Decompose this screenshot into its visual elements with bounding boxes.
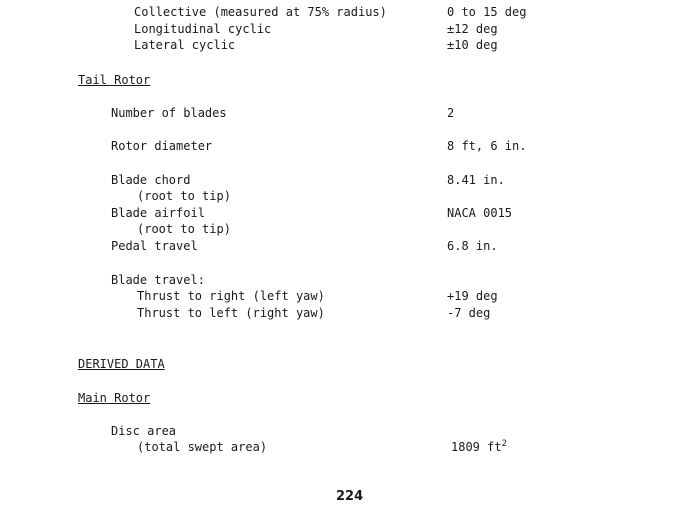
blade-airfoil-value: NACA 0015 [447, 206, 513, 220]
blade-airfoil-label: Blade airfoil [111, 206, 205, 220]
longitudinal-cyclic-label: Longitudinal cyclic [134, 22, 272, 36]
page-number: 224 [336, 489, 364, 504]
lateral-cyclic-value: ±10 deg [447, 38, 498, 52]
lateral-cyclic-label: Lateral cyclic [134, 38, 236, 52]
disc-area-value [451, 440, 507, 456]
disc-area-exponent: 2 [501, 439, 507, 449]
thrust-right-value: +19 deg [447, 289, 498, 303]
collective-value: 0 to 15 deg [447, 5, 527, 19]
pedal-travel-value: 6.8 in. [447, 239, 498, 253]
tail-rotor-heading: Tail Rotor [78, 73, 151, 87]
blade-chord-value: 8.41 in. [447, 173, 505, 187]
blade-chord-sub: (root to tip) [137, 189, 231, 203]
thrust-right-label: Thrust to right (left yaw) [137, 289, 325, 303]
number-of-blades-value: 2 [447, 106, 455, 120]
rotor-diameter-label: Rotor diameter [111, 139, 213, 153]
pedal-travel-label: Pedal travel [111, 239, 198, 253]
number-of-blades-label: Number of blades [111, 106, 227, 120]
disc-area-label: Disc area [111, 424, 177, 438]
main-rotor-heading: Main Rotor [78, 391, 151, 405]
derived-data-heading: DERIVED DATA [78, 357, 165, 371]
disc-area-number: 1809 ft [451, 440, 502, 454]
rotor-diameter-value: 8 ft, 6 in. [447, 139, 527, 153]
collective-label: Collective (measured at 75% radius) [134, 5, 387, 19]
longitudinal-cyclic-value: ±12 deg [447, 22, 498, 36]
blade-airfoil-sub: (root to tip) [137, 222, 231, 236]
blade-travel-label: Blade travel: [111, 273, 205, 287]
thrust-left-label: Thrust to left (right yaw) [137, 306, 325, 320]
blade-chord-label: Blade chord [111, 173, 191, 187]
disc-area-sub: (total swept area) [137, 440, 268, 454]
thrust-left-value: -7 deg [447, 306, 491, 320]
